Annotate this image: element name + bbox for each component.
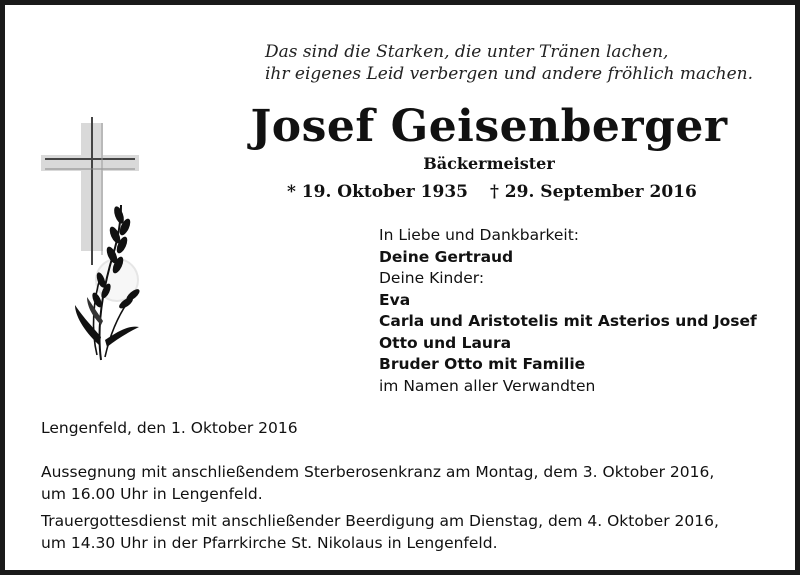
cross-with-wheat-icon bbox=[35, 115, 155, 365]
funeral-line-2: um 14.30 Uhr in der Pfarrkirche St. Nikolaus in Lengenfeld. bbox=[41, 534, 498, 552]
death-date: † 29. September 2016 bbox=[490, 182, 697, 202]
mourners-list bbox=[379, 225, 789, 397]
mourner-sibling: Bruder Otto mit Familie bbox=[379, 355, 586, 373]
mourner-child: Eva bbox=[379, 290, 411, 309]
deceased-name: Josef Geisenberger bbox=[250, 101, 728, 152]
deceased-profession: Bäckermeister bbox=[423, 154, 555, 173]
blessing-notice bbox=[41, 461, 786, 505]
mourner-spouse: Deine Gertraud bbox=[379, 247, 514, 266]
mourner-child: Otto und Laura bbox=[379, 333, 512, 352]
birth-date: * 19. Oktober 1935 bbox=[287, 182, 468, 202]
mourner-child: Carla und Aristotelis mit Asterios und Josef bbox=[379, 312, 757, 330]
blessing-line-1: Aussegnung mit anschließendem Sterberosenkranz am Montag, dem 3. Oktober 2016, bbox=[41, 463, 715, 481]
memorial-quote bbox=[265, 41, 785, 85]
mourners-closing: im Namen aller Verwandten bbox=[379, 376, 596, 395]
place-and-date: Lengenfeld, den 1. Oktober 2016 bbox=[41, 419, 298, 437]
funeral-notice bbox=[41, 510, 786, 554]
quote-line-1: Das sind die Starken, die unter Tränen lachen, bbox=[265, 42, 669, 62]
mourners-intro: In Liebe und Dankbarkeit: bbox=[379, 226, 580, 244]
mourners-children-label: Deine Kinder: bbox=[379, 269, 485, 287]
quote-line-2: ihr eigenes Leid verbergen und andere fröhlich machen. bbox=[265, 64, 754, 84]
funeral-line-1: Trauergottesdienst mit anschließender Beerdigung am Dienstag, dem 4. Oktober 2016, bbox=[41, 512, 719, 530]
blessing-line-2: um 16.00 Uhr in Lengenfeld. bbox=[41, 485, 263, 503]
